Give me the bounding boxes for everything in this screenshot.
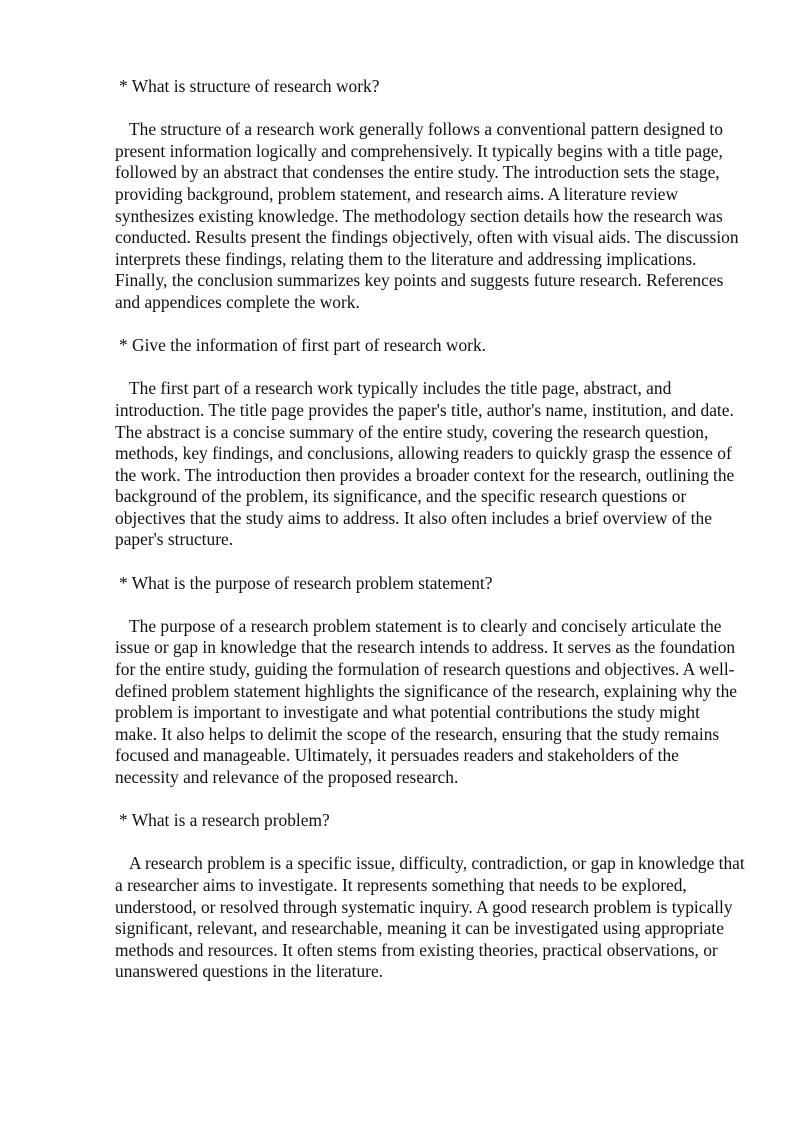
answer-paragraph: A research problem is a specific issue, difficulty, contradiction, or gap in knowledge that a researcher aims to investigate. It represents something that needs to be explored, understood, or resolved through systematic inquiry. A good research problem is typically significant, relevant, and researchable, meaning it can be investigated using appropriate methods and resources. It often stems from existing theories, practical observations, or unanswered questions in the literature.	[115, 853, 745, 982]
question-heading: * Give the information of first part of research work.	[119, 335, 487, 356]
question-heading: * What is a research problem?	[119, 810, 330, 831]
document-body	[115, 76, 745, 1005]
answer-paragraph: The purpose of a research problem statement is to clearly and concisely articulate the issue or gap in knowledge that the research intends to address. It serves as the foundation for the entire study, guiding the formulation of research questions and objectives. A well-defined problem statement highlights the significance of the research, explaining why the problem is important to investigate and what potential contributions the study might make. It also helps to delimit the scope of the research, ensuring that the study remains focused and manageable. Ultimately, it persuades readers and stakeholders of the necessity and relevance of the proposed research.	[115, 615, 738, 787]
answer-paragraph: The structure of a research work generally follows a conventional pattern designed to present information logically and comprehensively. It typically begins with a title page, followed by an abstract that condenses the entire study. The introduction sets the stage, providing background, problem statement, and research aims. A literature review synthesizes existing knowledge. The methodology section details how the research was conducted. Results present the findings objectively, often with visual aids. The discussion interprets these findings, relating them to the literature and addressing implications. Finally, the conclusion summarizes key points and suggests future research. References and appendices complete the work.	[115, 119, 739, 312]
answer-paragraph: The first part of a research work typically includes the title page, abstract, and introduction. The title page provides the paper's title, author's name, institution, and date. The abstract is a concise summary of the entire study, covering the research question, methods, key findings, and conclusions, allowing readers to quickly grasp the essence of the work. The introduction then provides a broader context for the research, outlining the background of the problem, its significance, and the specific research questions or objectives that the study aims to address. It also often includes a brief overview of the paper's structure.	[115, 378, 735, 550]
question-heading: * What is the purpose of research problem statement?	[119, 572, 493, 593]
question-heading: * What is structure of research work?	[119, 76, 380, 96]
